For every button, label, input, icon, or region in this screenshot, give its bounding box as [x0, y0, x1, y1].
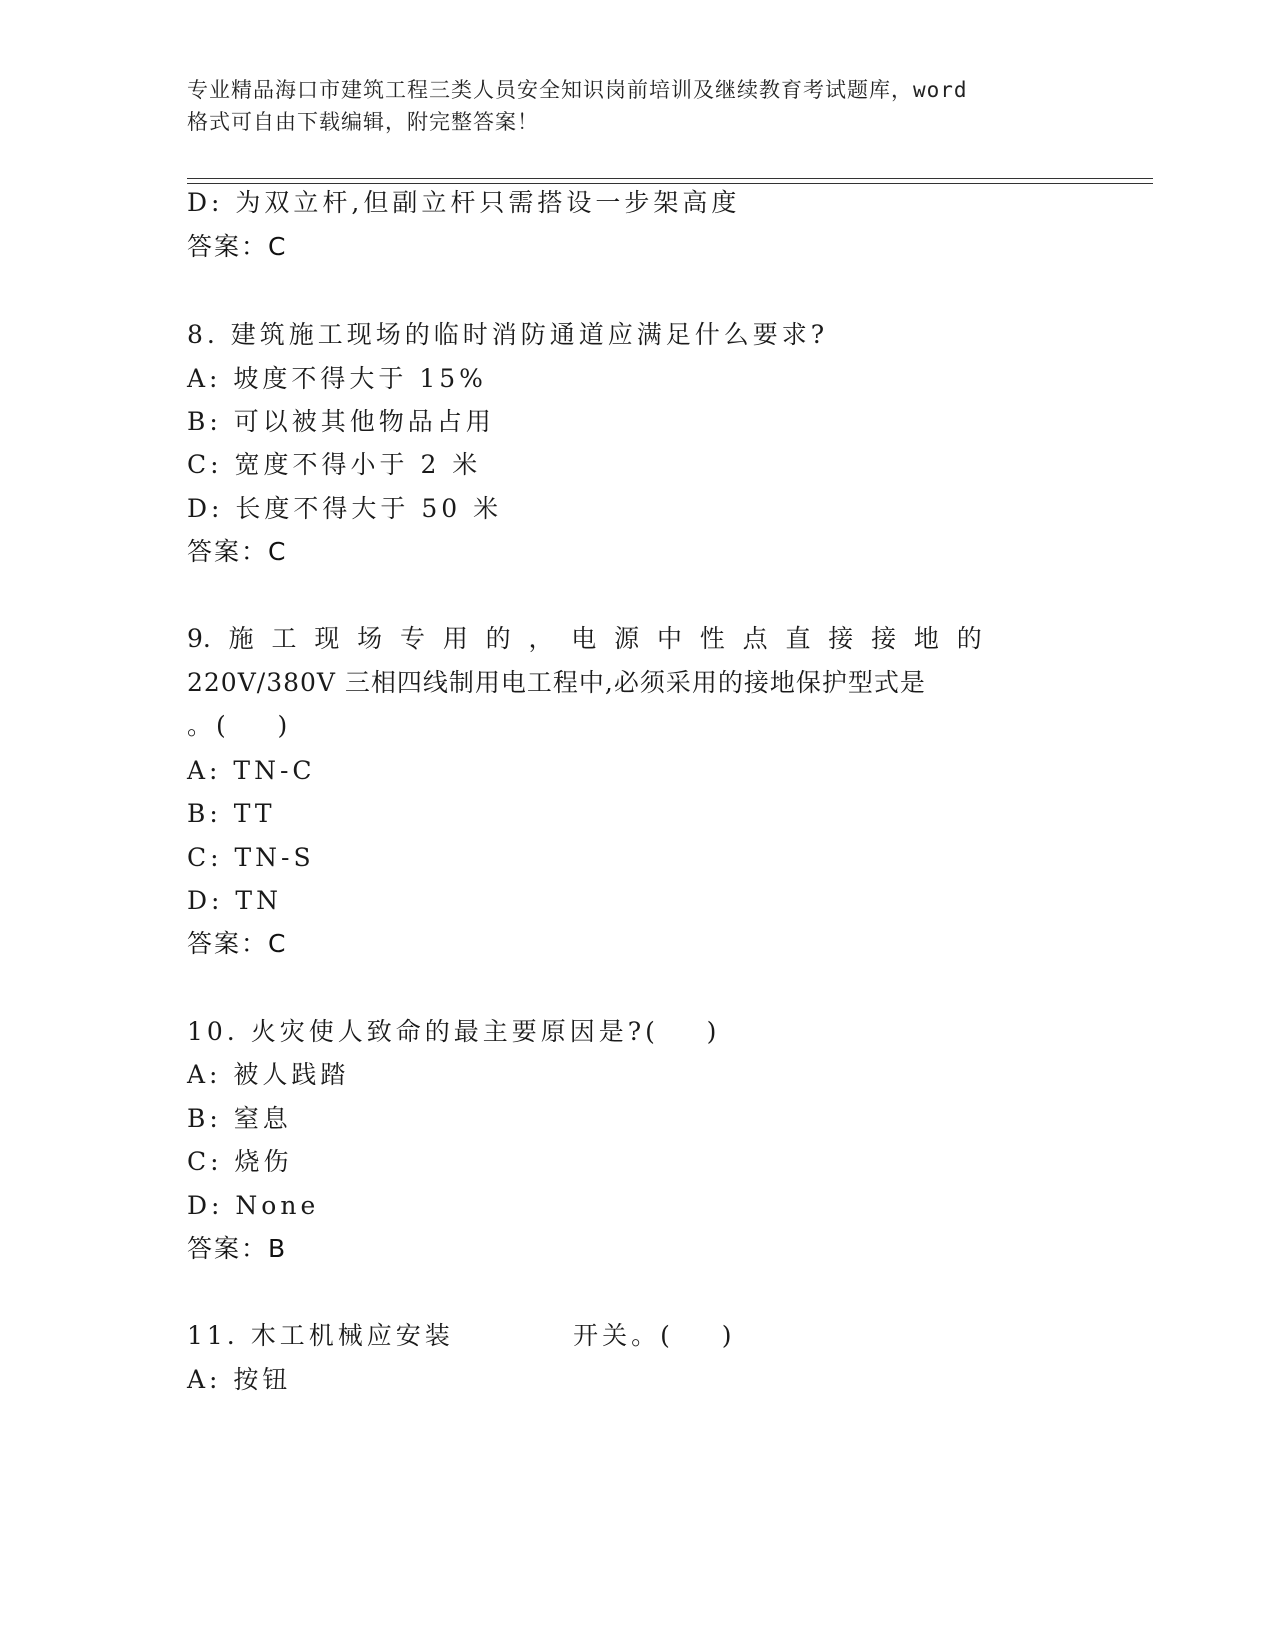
q9-option-b: B: TT — [187, 799, 276, 828]
q10-option-b: B: 窒息 — [187, 1104, 292, 1133]
q8-option-c: C: 宽度不得小于 2 米 — [187, 450, 482, 479]
q10-option-d: D: None — [187, 1191, 320, 1220]
q9-char: 源 — [614, 624, 640, 653]
q9-option-a: A: TN-C — [187, 756, 316, 785]
q10-question: 10. 火灾使人致命的最主要原因是?( ) — [187, 1017, 721, 1046]
q9-char: 接 — [871, 624, 897, 653]
q9-option-d: D: TN — [187, 886, 282, 915]
q9-char: 现 — [314, 624, 340, 653]
q7-option-d: D: 为双立杆,但副立杆只需搭设一步架高度 — [187, 188, 741, 217]
q9-char: ， — [528, 624, 554, 653]
q9-question-line-2: 220V/380V 三相四线制用电工程中,必须采用的接地保护型式是 — [187, 668, 926, 697]
q9-char: 中 — [656, 624, 682, 653]
q9-char: 专 — [399, 624, 425, 653]
q9-char: 的 — [956, 624, 982, 653]
q9-question-line-3: 。( ) — [187, 711, 292, 740]
q10-option-a: A: 被人践踏 — [187, 1060, 350, 1089]
q8-option-a: A: 坡度不得大于 15% — [187, 364, 487, 393]
q10-option-c: C: 烧伤 — [187, 1147, 293, 1176]
q10-answer: 答案：B — [187, 1234, 288, 1263]
header-line-1: 专业精品海口市建筑工程三类人员安全知识岗前培训及继续教育考试题库，word — [187, 78, 968, 102]
q9-option-c: C: TN-S — [187, 843, 315, 872]
q9-char: 用 — [442, 624, 468, 653]
q9-char: 直 — [785, 624, 811, 653]
q9-char: 施 — [228, 624, 254, 653]
q9-char: 接 — [828, 624, 854, 653]
q7-answer: 答案：C — [187, 232, 288, 261]
header-divider-bottom — [187, 183, 1153, 184]
q11-question: 11. 木工机械应安装 开关。( ) — [187, 1321, 736, 1350]
q8-question: 8. 建筑施工现场的临时消防通道应满足什么要求? — [187, 320, 829, 349]
q9-char: 的 — [485, 624, 511, 653]
q9-char: 点 — [742, 624, 768, 653]
q9-char: 工 — [271, 624, 297, 653]
q9-char: 9. — [187, 624, 211, 653]
q8-option-b: B: 可以被其他物品占用 — [187, 407, 495, 436]
q9-answer: 答案：C — [187, 929, 288, 958]
q9-char: 场 — [357, 624, 383, 653]
q8-option-d: D: 长度不得大于 50 米 — [187, 494, 503, 523]
header-line-2: 格式可自由下载编辑，附完整答案！ — [187, 110, 539, 134]
q9-char: 电 — [571, 624, 597, 653]
q9-question-line-1 — [187, 623, 982, 655]
q9-char: 地 — [913, 624, 939, 653]
document-header — [187, 74, 1067, 138]
q9-char: 性 — [699, 624, 725, 653]
header-divider-top — [187, 178, 1153, 179]
q11-option-a: A: 按钮 — [187, 1365, 292, 1394]
q8-answer: 答案：C — [187, 537, 288, 566]
